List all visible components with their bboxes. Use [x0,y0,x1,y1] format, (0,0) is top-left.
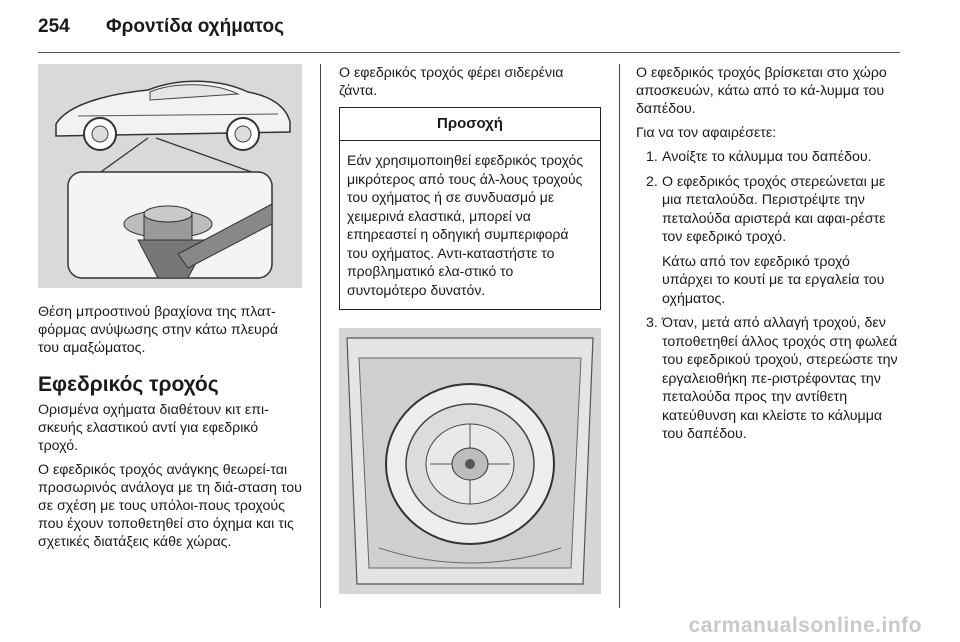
section-title: Εφεδρικός τροχός [38,373,219,396]
caution-title: Προσοχή [340,108,600,141]
step-number: 3. [646,315,658,331]
paragraph: Για να τον αφαιρέσετε: [636,125,777,141]
header-rule [38,52,900,53]
step-text: Ανοίξτε το κάλυμμα του δαπέδου. [662,149,872,165]
paragraph: Ο εφεδρικός τροχός φέρει σιδερένια ζάντα. [339,65,564,99]
column-divider [619,64,620,608]
column-middle [339,64,601,594]
step-number: 1. [646,149,658,165]
step-text: Όταν, μετά από αλλαγή τροχού, δεν τοποθετηθεί άλλος τροχός στη φωλεά του εφεδρικού τροχού, στερεώστε την εργαλειοθήκη πε-ριστρέφοντας την πεταλούδα προς την αντίθετη κατεύθυνση και κλείστε το κάλυμμα του δαπέδου. [662,315,898,442]
paragraph: Ο εφεδρικός τροχός ανάγκης θεωρεί-ται προσωρινός ανάλογα με τη διά-σταση του σε σχέση με τους υπόλοι-πους τροχούς που έχουν τοποθετηθεί στο όχημα και τις σχετικές διατάξεις κάθε χώρας. [38,462,302,550]
paragraph: Ορισμένα οχήματα διαθέτουν κιτ επι-σκευής ελαστικού αντί για εφεδρικό τροχό. [38,402,269,454]
paragraph: Ο εφεδρικός τροχός βρίσκεται στο χώρο αποσκευών, κάτω από το κά-λυμμα του δαπέδου. [636,65,887,117]
step-text: Ο εφεδρικός τροχός στερεώνεται με μια πεταλούδα. Περιστρέψτε την πεταλούδα αριστερά και αφαι-ρέστε τον εφεδρικό τροχό. [662,173,886,245]
caution-text: Εάν χρησιμοποιηθεί εφεδρικός τροχός μικρότερος από τους άλ-λους τροχούς του οχήματος ή σε συνδυασμό με χειμερινά ελαστικά, μπορεί να επηρεαστεί η οδηγική συμπεριφορά του οχήματος. Αντι-καταστήστε το προβληματικό ελα-στικό το συντομότερο δυνατόν. [347,152,584,298]
list-item [636,173,904,309]
step-number: 2. [646,173,658,190]
column-left [38,64,302,551]
list-item [636,148,904,167]
step-note: Κάτω από τον εφεδρικό τροχό υπάρχει το κουτί με τα εργαλεία του οχήματος. [662,253,885,307]
steps-list [636,148,904,444]
list-item [636,314,904,444]
column-divider [320,64,321,608]
watermark: carmanualsonline.info [688,614,922,637]
caution-box [339,107,601,310]
column-right [636,64,904,444]
image-caption: Θέση μπροστινού βραχίονα της πλατ-φόρμας ανύψωσης στην κάτω πλευρά του αμαξώματος. [38,304,279,356]
page-number: 254 [38,16,70,37]
car-jack-illustration [38,64,302,288]
page-title: Φροντίδα οχήματος [106,16,284,37]
spare-wheel-illustration [339,328,601,594]
